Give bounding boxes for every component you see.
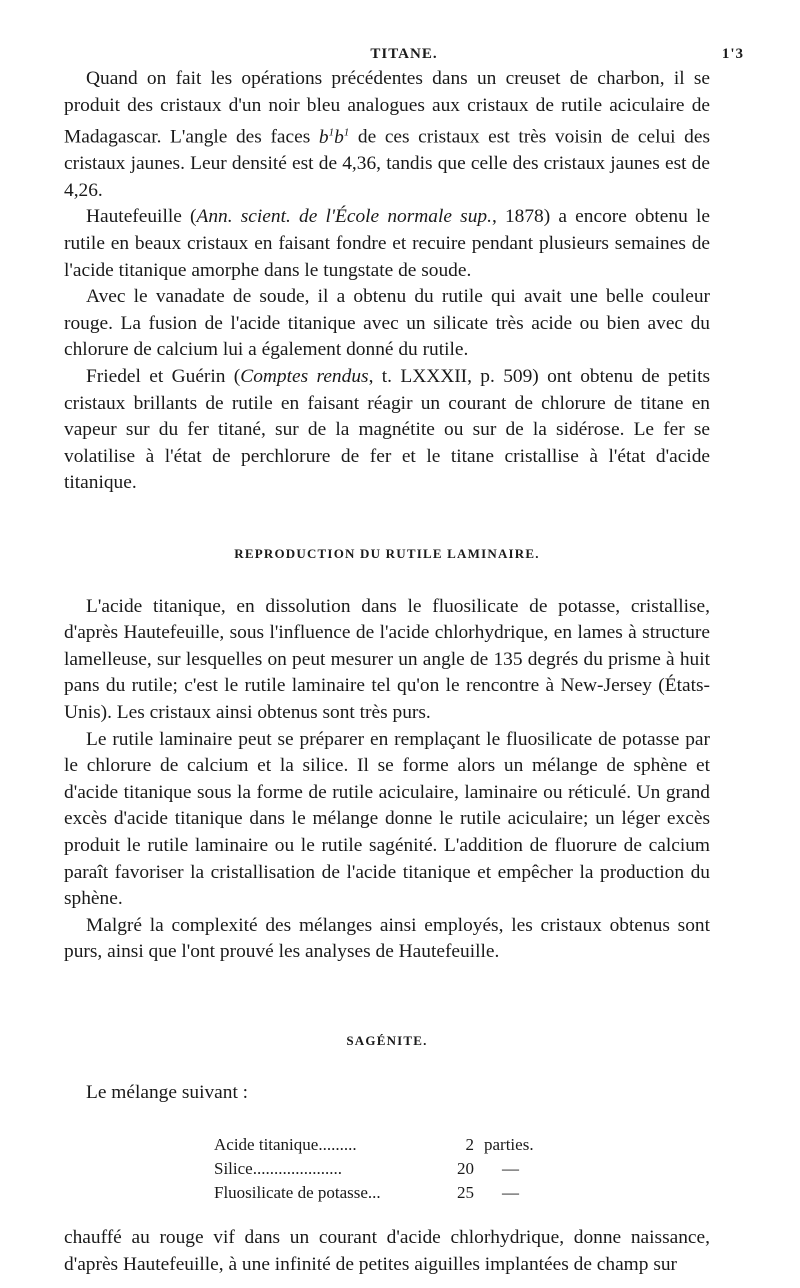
paragraph: Malgré la complexité des mélanges ainsi employés, les cristaux obtenus sont purs, ainsi que l'ont prouvé les analyses de Hautefeuille. [64,914,710,963]
recipe-table [214,1133,592,1205]
ingredient: Silice..................... [214,1159,342,1179]
section-heading: SAGÉNITE. [346,1032,428,1048]
paragraph: Avec le vanadate de soude, il a obtenu du rutile qui avait une belle couleur rouge. La fusion de l'acide titanique avec un silicate très acide ou bien avec du chlorure de calcium lui a également donné du rutile. [64,286,710,361]
recipe-row [214,1133,592,1157]
ingredient: Acide titanique......... [214,1135,357,1155]
recipe-row [214,1157,592,1181]
citation: Comptes rendus [240,366,369,387]
face-notation: $b^1b^1$ [318,126,350,148]
paragraph: Le rutile laminaire peut se préparer en remplaçant le fluosilicate de potasse par le chlorure de calcium et la silice. Il se forme alors un mélange de sphène et d'acide titanique sous la forme de rutile aciculaire, laminaire ou réticulé. Un grand excès d'acide titanique dans le mélange donne le rutile aciculaire; un léger excès produit le rutile laminaire ou le rutile sagénité. L'addition de fluorure de calcium paraît favoriser la cristallisation de l'acide titanique et empêcher la production du sphène. [64,728,710,910]
running-title: TITANE. [370,46,438,62]
recipe-row [214,1181,592,1205]
quantity: 2 [465,1135,474,1155]
paragraph: Quand on fait les opérations précédentes dans un creuset de charbon, il se produit des cristaux d'un noir bleu analogues aux cristaux de rutile aciculaire de Madagascar. L'angle des faces $b^1b^1$ de ces cristaux est très voisin de celui des cristaux jaunes. Leur densité est de 4,36, tandis que celle des cristaux jaunes est de 4,26. [64,68,710,201]
unit: — [502,1183,519,1203]
paragraph: Friedel et Guérin (Comptes rendus, t. LXXXII, p. 509) ont obtenu de petits cristaux brillants de rutile en faisant réagir un courant de chlorure de titane en vapeur sur du fer titané, sur de la magnétite ou sur de la sidérose. Le fer se volatilise à l'état de perchlorure de fer et le titane cristallise à l'état d'acide titanique. [64,366,711,494]
ingredient: Fluosilicate de potasse... [214,1183,381,1203]
paragraph: Hautefeuille (Ann. scient. de l'École normale sup., 1878) a encore obtenu le rutile en beaux cristaux en faisant fondre et recuire pendant plusieurs semaines de l'acide titanique amorphe dans le tungstate de soude. [64,206,710,281]
page-number: 1'3 [721,46,744,62]
citation: Ann. scient. de l'École normale sup. [196,206,492,228]
unit: — [502,1159,519,1179]
paragraph: L'acide titanique, en dissolution dans le fluosilicate de potasse, cristallise, d'après Hautefeuille, sous l'influence de l'acide chlorhydrique, en lames à structure lamelleuse, sur lesquelles on peut mesurer un angle de 135 degrés du prisme à huit pans du rutile; c'est le rutile laminaire tel qu'on le rencontre à New-Jersey (États-Unis). Les cristaux ainsi obtenus sont très purs. [64,595,710,723]
unit: parties. [484,1135,534,1155]
paragraph: Le mélange suivant : [86,1082,249,1104]
paragraph: chauffé au rouge vif dans un courant d'acide chlorhydrique, donne naissance, d'après Hautefeuille, à une infinité de petites aiguilles implantées de champ sur [64,1227,710,1275]
section-heading: REPRODUCTION DU RUTILE LAMINAIRE. [234,545,540,561]
quantity: 25 [457,1183,474,1203]
quantity: 20 [457,1159,474,1179]
page-body [64,66,710,1278]
